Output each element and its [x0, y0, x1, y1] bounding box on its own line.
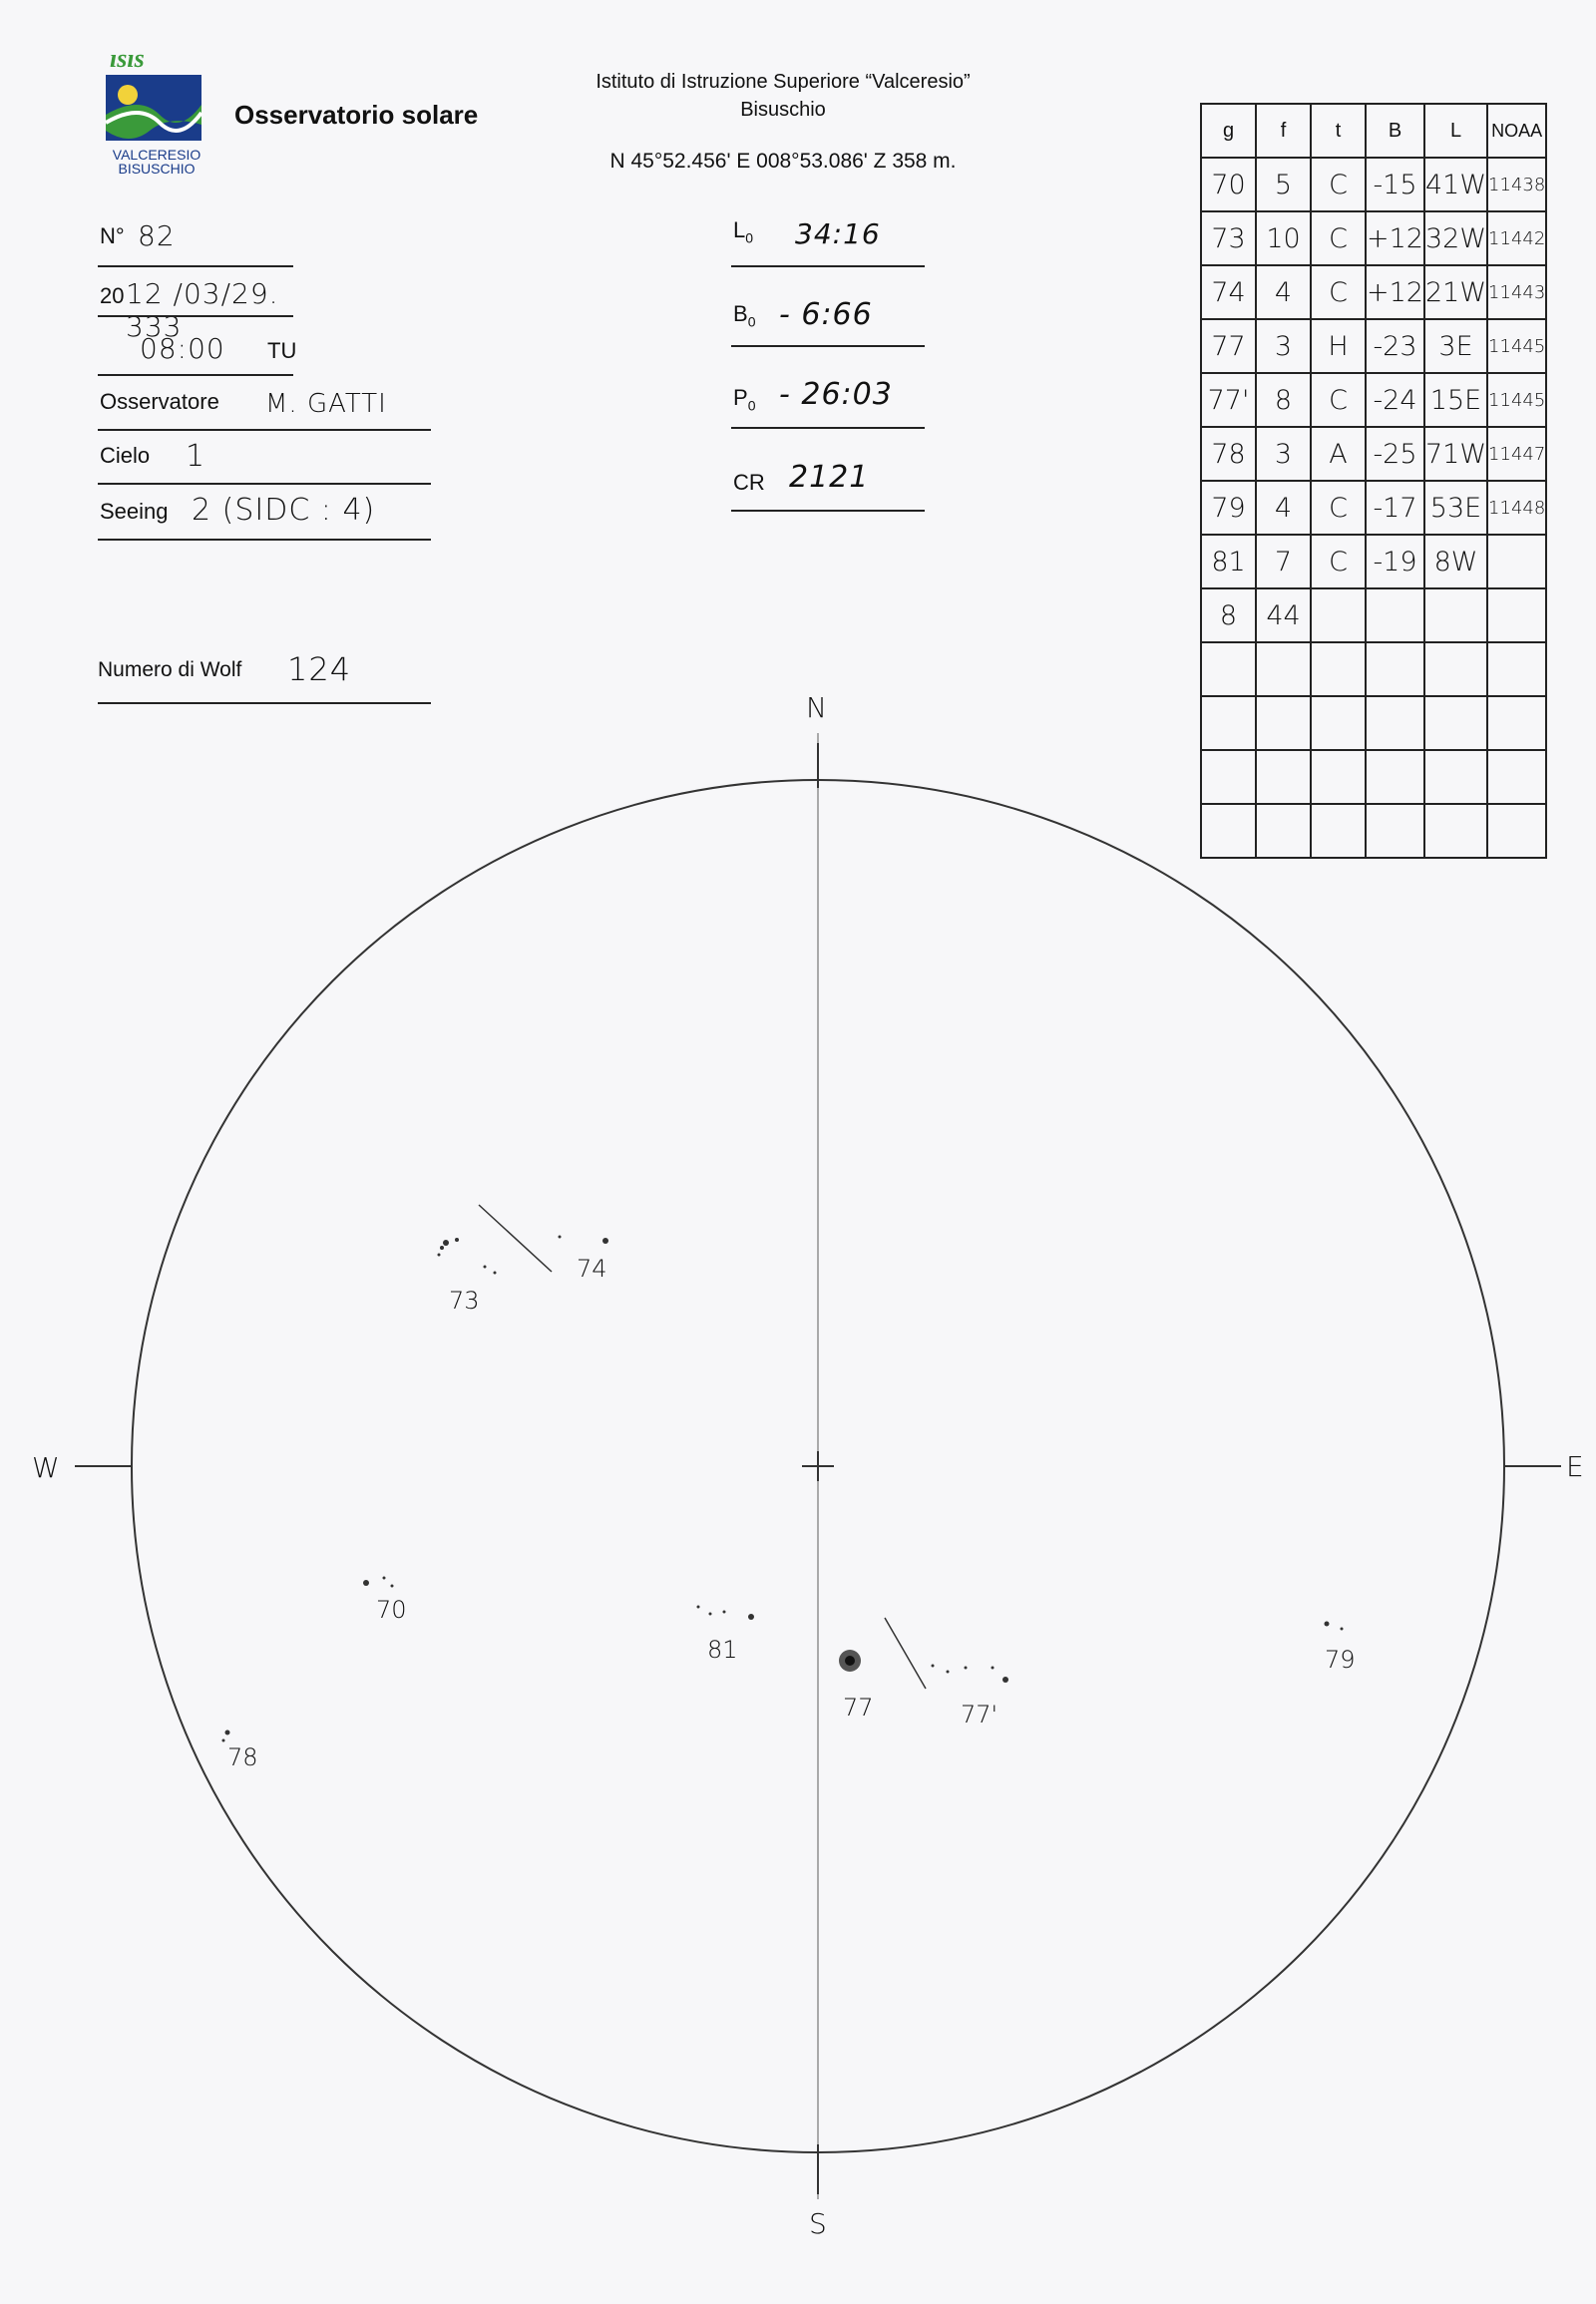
spot-78a	[225, 1730, 230, 1735]
sunspot-marks	[222, 1236, 1344, 1742]
spot-73e	[484, 1266, 487, 1269]
number-value: 82	[138, 219, 176, 252]
sky-value: 1	[186, 439, 206, 474]
spot-74b	[602, 1238, 608, 1244]
spot-81b	[709, 1613, 712, 1616]
cell-noaa: 11442	[1487, 211, 1546, 265]
observer-label: Osservatore	[100, 389, 219, 414]
spot-79b	[1341, 1628, 1344, 1631]
spot-78b	[222, 1739, 225, 1742]
cell-g: 81	[1201, 535, 1256, 588]
cell-l: 71W	[1424, 427, 1487, 481]
spot-79a	[1325, 1622, 1330, 1627]
cell-noaa: 11445	[1487, 319, 1546, 373]
cell-g: 74	[1201, 265, 1256, 319]
cell-noaa: 11443	[1487, 265, 1546, 319]
cell-f: 5	[1256, 158, 1311, 211]
header-noaa: NOAA	[1487, 104, 1546, 158]
header-l: L	[1424, 104, 1487, 158]
cell-noaa: 11447	[1487, 427, 1546, 481]
spot-70b	[383, 1577, 386, 1580]
group-label-77p: 77'	[961, 1701, 998, 1728]
cell-t: H	[1311, 319, 1366, 373]
seeing-label: Seeing	[100, 499, 169, 524]
header-f: f	[1256, 104, 1311, 158]
b0-value: - 6:66	[779, 297, 873, 332]
cell-b: -24	[1366, 373, 1424, 427]
group-label-77: 77	[843, 1694, 874, 1722]
group-label-81: 81	[707, 1636, 738, 1664]
spot-74a	[559, 1236, 562, 1239]
cell-f: 4	[1256, 481, 1311, 535]
spot-81d	[748, 1614, 754, 1620]
institute-line2: Bisuschio	[740, 99, 826, 121]
cell-t: C	[1311, 373, 1366, 427]
cell-t: C	[1311, 535, 1366, 588]
l0-letter: L	[733, 217, 746, 242]
cell-t: A	[1311, 427, 1366, 481]
cell-g: 77	[1201, 319, 1256, 373]
cr-label: CR	[733, 470, 765, 495]
cell-l: 53E	[1424, 481, 1487, 535]
cell-g: 77'	[1201, 373, 1256, 427]
sky-label: Cielo	[100, 443, 151, 468]
institute-line1: Istituto di Istruzione Superiore “Valceresio”	[596, 71, 971, 93]
l0-value: 34:16	[795, 217, 881, 250]
cr-value: 2121	[789, 460, 870, 495]
cell-l: 15E	[1424, 373, 1487, 427]
cell-t: C	[1311, 211, 1366, 265]
header-t: t	[1311, 104, 1366, 158]
spot-77p-c	[965, 1667, 968, 1670]
header-b: B	[1366, 104, 1424, 158]
cell-l: 8W	[1424, 535, 1487, 588]
cell-f: 10	[1256, 211, 1311, 265]
cell-l: 3E	[1424, 319, 1487, 373]
spot-73a	[443, 1240, 449, 1246]
header-g: g	[1201, 104, 1256, 158]
p0-letter: P	[733, 385, 748, 410]
cell-g: 8	[1201, 588, 1256, 642]
spot-77p-d	[992, 1667, 995, 1670]
spot-70a	[363, 1580, 369, 1586]
cell-l: 21W	[1424, 265, 1487, 319]
group-label-70: 70	[376, 1596, 407, 1624]
cell-f: 8	[1256, 373, 1311, 427]
spot-77-umbra	[845, 1656, 855, 1666]
site-coordinates: N 45°52.456' E 008°53.086' Z 358 m.	[609, 150, 957, 173]
south-label: S	[809, 2207, 827, 2240]
cell-g: 70	[1201, 158, 1256, 211]
p0-subscript: 0	[747, 397, 756, 414]
cell-noaa: 11448	[1487, 481, 1546, 535]
cell-f: 3	[1256, 319, 1311, 373]
wolf-label: Numero di Wolf	[98, 658, 242, 681]
observer-value: M. GATTI	[265, 389, 387, 419]
cell-t: C	[1311, 158, 1366, 211]
west-label: W	[32, 1451, 60, 1484]
cell-b: +12	[1366, 265, 1424, 319]
cell-g: 79	[1201, 481, 1256, 535]
spot-73d	[438, 1254, 441, 1257]
leader-line-77	[885, 1618, 926, 1689]
p0-value: - 26:03	[779, 377, 893, 412]
group-label-79: 79	[1325, 1646, 1356, 1674]
cell-b: -25	[1366, 427, 1424, 481]
north-label: N	[806, 691, 827, 724]
cell-b: -19	[1366, 535, 1424, 588]
seeing-value: 2 (SIDC : 4)	[192, 493, 376, 528]
cell-b: -17	[1366, 481, 1424, 535]
spot-70c	[391, 1585, 394, 1588]
logo-subtitle: VALCERESIO BISUSCHIO	[112, 147, 201, 177]
cell-l: 32W	[1424, 211, 1487, 265]
spot-81c	[723, 1611, 726, 1614]
l0-subscript: 0	[745, 229, 754, 246]
wolf-value: 124	[287, 650, 352, 688]
spot-73f	[494, 1272, 497, 1275]
spot-77p-a	[932, 1665, 935, 1668]
date-value: 12 /03/29. 333	[126, 277, 279, 343]
cell-noaa: 11438	[1487, 158, 1546, 211]
spot-77p-b	[947, 1671, 950, 1674]
spot-73b	[440, 1246, 444, 1250]
cell-f: 7	[1256, 535, 1311, 588]
group-label-74: 74	[577, 1255, 607, 1283]
spot-77p-e	[1002, 1677, 1008, 1683]
east-label: E	[1566, 1450, 1584, 1483]
date-prefix: 20	[100, 283, 125, 308]
cell-b: +12	[1366, 211, 1424, 265]
svg-text:ısıs: ısıs	[110, 45, 145, 73]
cell-b: -23	[1366, 319, 1424, 373]
spot-73c	[455, 1238, 459, 1242]
cell-b: -15	[1366, 158, 1424, 211]
cell-t: C	[1311, 265, 1366, 319]
cell-g: 78	[1201, 427, 1256, 481]
cell-noaa: 11445	[1487, 373, 1546, 427]
cell-f: 4	[1256, 265, 1311, 319]
cell-g: 73	[1201, 211, 1256, 265]
cell-f: 3	[1256, 427, 1311, 481]
number-label: N°	[100, 223, 125, 248]
cell-t: C	[1311, 481, 1366, 535]
time-value: 08:00	[140, 332, 225, 365]
b0-subscript: 0	[747, 313, 756, 330]
leader-line-73-74	[479, 1205, 552, 1272]
b0-letter: B	[733, 301, 748, 326]
cell-l: 41W	[1424, 158, 1487, 211]
cell-f: 44	[1256, 588, 1311, 642]
group-label-73: 73	[449, 1287, 480, 1315]
spot-81a	[697, 1606, 700, 1609]
time-unit: TU	[267, 338, 297, 363]
group-label-78: 78	[227, 1743, 258, 1771]
observatory-title: Osservatorio solare	[234, 100, 479, 130]
